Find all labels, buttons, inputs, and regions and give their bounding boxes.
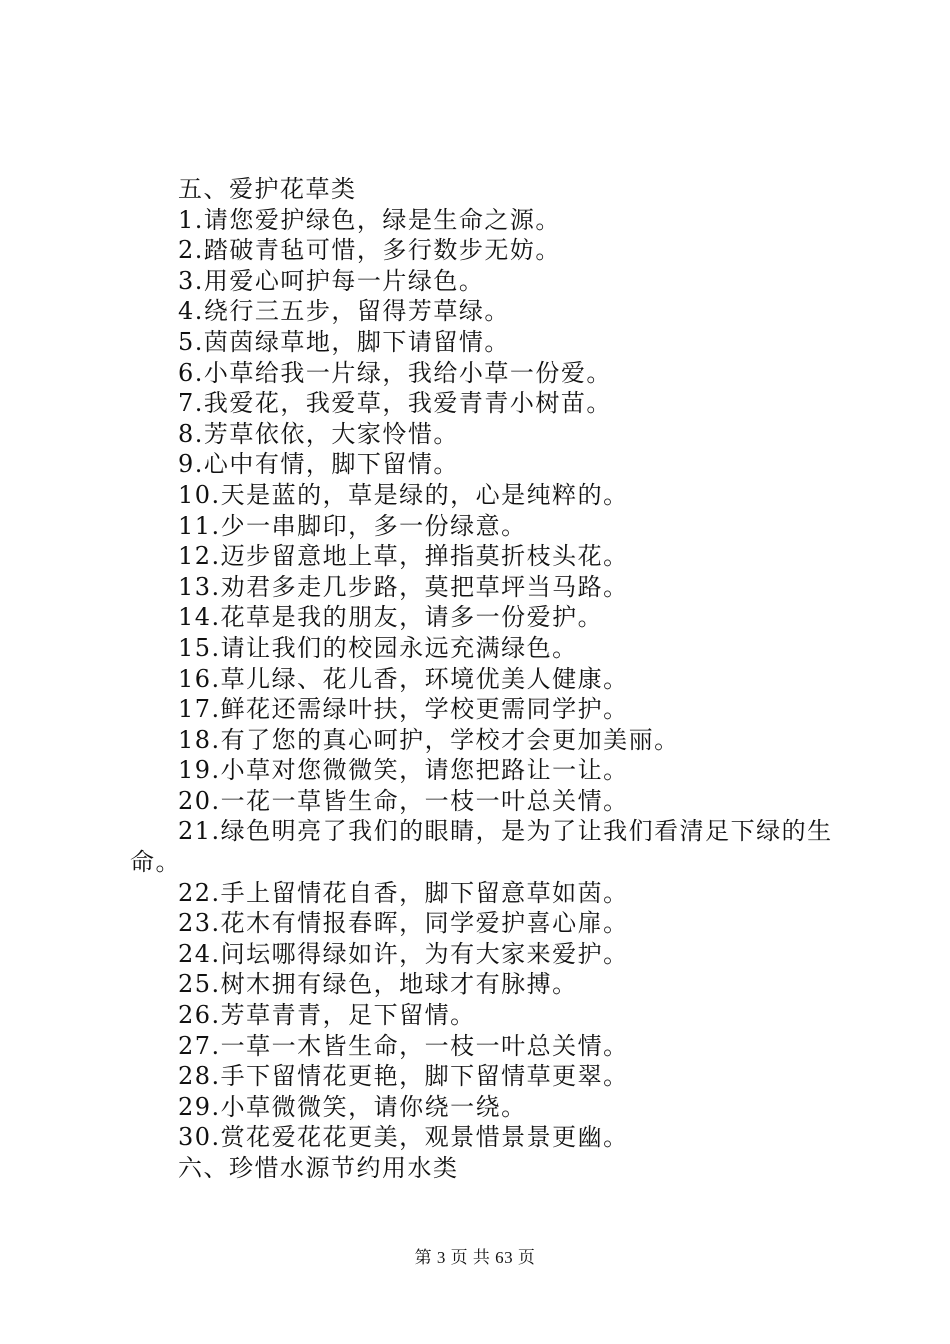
list-item: 14.花草是我的朋友，请多一份爱护。 [178, 603, 604, 632]
list-item: 27.一草一木皆生命，一枝一叶总关情。 [178, 1031, 629, 1060]
list-item: 6.小草给我一片绿，我给小草一份爱。 [178, 358, 612, 387]
list-item: 19.小草对您微微笑，请您把路让一让。 [178, 756, 629, 785]
list-item: 7.我爱花，我爱草，我爱青青小树苗。 [178, 389, 612, 418]
list-item-continuation: 命。 [130, 848, 181, 877]
list-item-wrapped [130, 816, 850, 877]
list-item: 18.有了您的真心呵护，学校才会更加美丽。 [178, 725, 680, 754]
list-item: 25.树木拥有绿色，地球才有脉搏。 [178, 970, 578, 999]
list-item: 10.天是蓝的，草是绿的，心是纯粹的。 [178, 480, 629, 509]
list-item: 8.芳草依依，大家怜惜。 [178, 419, 459, 448]
section-heading: 五、爱护花草类 [178, 175, 357, 203]
list-item-first-line: 21.绿色明亮了我们的眼睛，是为了让我们看清足下绿的生 [178, 817, 833, 846]
list-item: 11.少一串脚印，多一份绿意。 [178, 511, 527, 540]
list-item: 20.一花一草皆生命，一枝一叶总关情。 [178, 786, 629, 815]
list-item: 15.请让我们的校园永远充满绿色。 [178, 633, 578, 662]
list-item: 12.迈步留意地上草，掸指莫折枝头花。 [178, 542, 629, 571]
list-item: 24.问坛哪得绿如许，为有大家来爱护。 [178, 939, 629, 968]
list-item: 28.手下留情花更艳，脚下留情草更翠。 [178, 1062, 629, 1091]
list-item: 13.劝君多走几步路，莫把草坪当马路。 [178, 572, 629, 601]
list-item: 17.鲜花还需绿叶扶，学校更需同学护。 [178, 695, 629, 724]
list-item: 26.芳草青青，足下留情。 [178, 1001, 476, 1030]
list-item: 3.用爱心呵护每一片绿色。 [178, 266, 485, 295]
list-item: 30.赏花爱花花更美，观景惜景景更幽。 [178, 1123, 629, 1152]
list-item: 4.绕行三五步，留得芳草绿。 [178, 297, 510, 326]
page-footer: 第 3 页 共 63 页 [414, 1248, 536, 1267]
list-item: 1.请您爱护绿色，绿是生命之源。 [178, 205, 561, 234]
list-item: 22.手上留情花自香，脚下留意草如茵。 [178, 878, 629, 907]
list-item: 29.小草微微笑，请你绕一绕。 [178, 1092, 527, 1121]
list-item: 16.草儿绿、花儿香，环境优美人健康。 [178, 664, 629, 693]
section-heading: 六、珍惜水源节约用水类 [178, 1154, 459, 1182]
list-item: 9.心中有情，脚下留情。 [178, 450, 459, 479]
document-body [130, 174, 850, 1184]
list-item: 23.花木有情报春晖，同学爱护喜心扉。 [178, 909, 629, 938]
list-item: 5.茵茵绿草地，脚下请留情。 [178, 327, 510, 356]
list-item: 2.踏破青毡可惜，多行数步无妨。 [178, 236, 561, 265]
